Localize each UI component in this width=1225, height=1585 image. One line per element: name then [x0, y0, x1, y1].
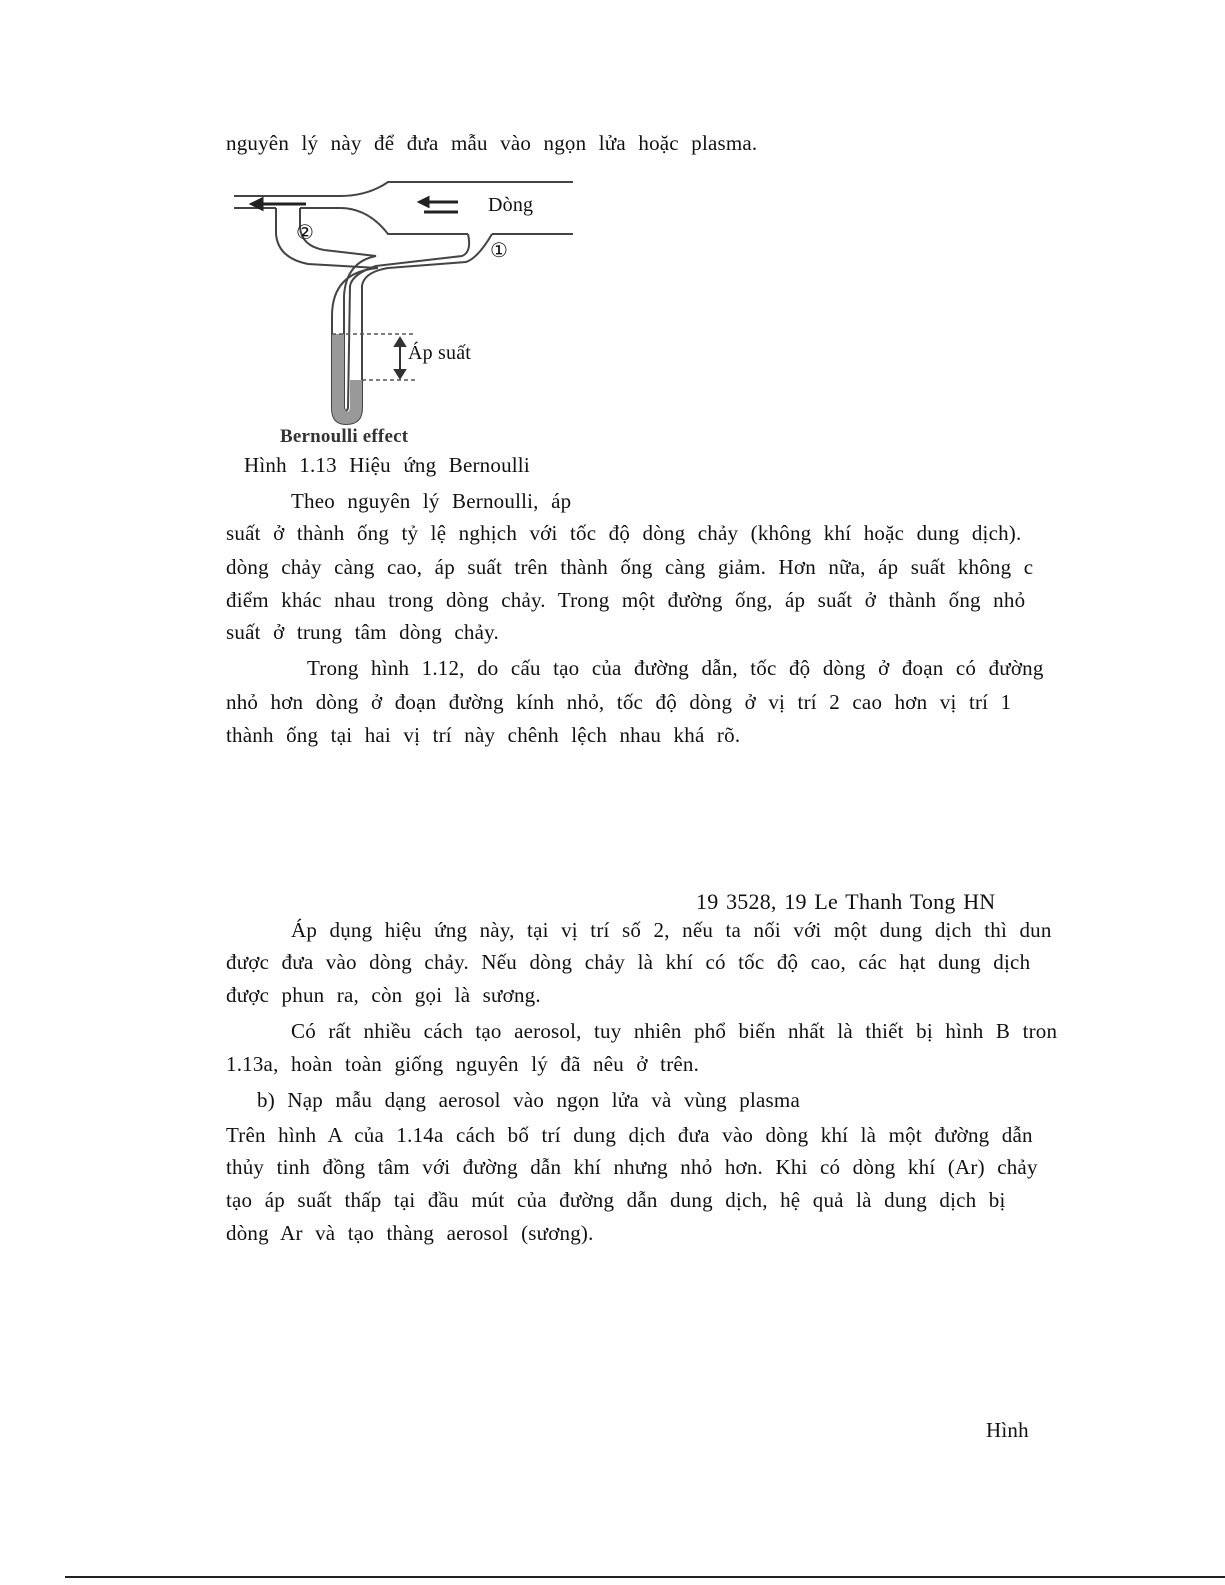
address-text: 19 3528, 19 Le Thanh Tong HN [696, 889, 996, 914]
para4-line2: 1.13a, hoàn toàn giống nguyên lý đã nêu ở trên. [226, 1052, 700, 1076]
para3-line2: được đưa vào dòng chảy. Nếu dòng chảy là khí có tốc độ cao, các hạt dung dịch [226, 950, 1031, 974]
para1-line4: điểm khác nhau trong dòng chảy. Trong một đường ống, áp suất ở thành ống nhỏ [226, 588, 1026, 612]
para1-line1: Theo nguyên lý Bernoulli, áp [291, 489, 572, 513]
section-heading-b: b) Nạp mẫu dạng aerosol vào ngọn lửa và vùng plasma [257, 1088, 800, 1112]
para3-line3: được phun ra, còn gọi là sương. [226, 983, 541, 1007]
footer-figure-label: Hình [986, 1418, 1029, 1442]
bernoulli-effect-label: Bernoulli effect [280, 426, 409, 447]
para5-line2: thủy tinh đồng tâm với đường dẫn khí nhưng nhỏ hơn. Khi có dòng khí (Ar) chảy [226, 1155, 1038, 1179]
para2-line3: thành ống tại hai vị trí này chênh lệch nhau khá rõ. [226, 723, 741, 747]
para1-line2: suất ở thành ống tỷ lệ nghịch với tốc độ dòng chảy (không khí hoặc dung dịch). [226, 521, 1022, 545]
para5-line3: tạo áp suất thấp tại đầu mút của đường dẫn dung dịch, hệ quả là dung dịch bị [226, 1188, 1006, 1212]
para1-line3: dòng chảy càng cao, áp suất trên thành ống càng giảm. Hơn nữa, áp suất không c [226, 555, 1034, 579]
para3-line1: Áp dụng hiệu ứng này, tại vị trí số 2, nếu ta nối với một dung dịch thì dun [291, 918, 1052, 942]
para1-line5: suất ở trung tâm dòng chảy. [226, 620, 499, 644]
para4-line1: Có rất nhiều cách tạo aerosol, tuy nhiên phổ biến nhất là thiết bị hình B tron [291, 1019, 1058, 1043]
point-1-label: ① [490, 240, 509, 262]
flow-label: Dòng [488, 194, 534, 216]
para5-line1: Trên hình A của 1.14a cách bố trí dung dịch đưa vào dòng khí là một đường dẫn [226, 1123, 1033, 1147]
intro-line: nguyên lý này để đưa mẫu vào ngọn lửa hoặc plasma. [226, 131, 758, 155]
para2-line1: Trong hình 1.12, do cấu tạo của đường dẫn, tốc độ dòng ở đoạn có đường [307, 656, 1044, 680]
bottom-rule [65, 1576, 1225, 1578]
point-2-label: ② [296, 222, 315, 244]
para5-line4: dòng Ar và tạo thàng aerosol (sương). [226, 1221, 594, 1245]
bernoulli-figure [228, 176, 580, 452]
pressure-label: Áp suất [408, 342, 472, 364]
figure-caption: Hình 1.13 Hiệu ứng Bernoulli [244, 453, 530, 477]
para2-line2: nhỏ hơn dòng ở đoạn đường kính nhỏ, tốc độ dòng ở vị trí 2 cao hơn vị trí 1 [226, 690, 1012, 714]
